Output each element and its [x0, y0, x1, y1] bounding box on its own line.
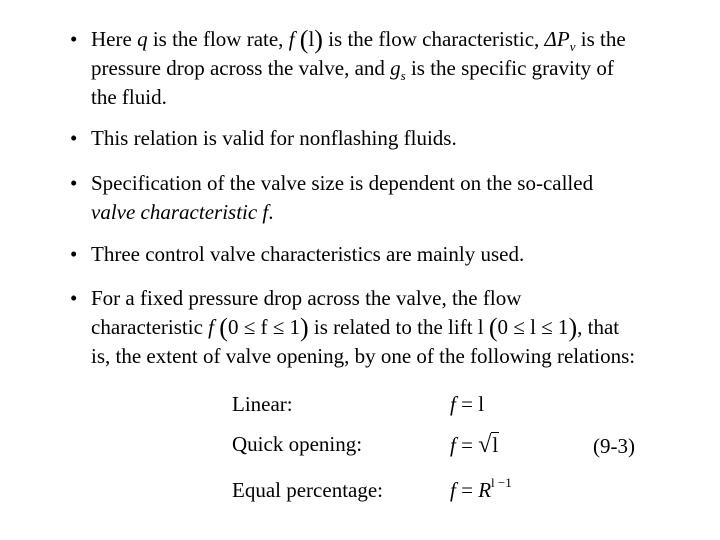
bullet-marker: •: [70, 27, 78, 51]
relation-label-linear: Linear:: [232, 392, 293, 416]
flow-rate-symbol: q: [137, 27, 148, 51]
pressure-drop-symbol: $\Delta P_v$: [544, 27, 576, 54]
bullet-marker: •: [70, 126, 78, 150]
flow-characteristic-expression: f (l): [288, 25, 323, 54]
relation-formula-quick-opening: f = √l: [450, 432, 499, 458]
flow-characteristic-range: f (0 ≤ f ≤ 1): [208, 313, 309, 342]
bullet-flow-definitions: [91, 25, 716, 112]
bullet-marker: •: [70, 286, 78, 310]
specific-gravity-symbol: g: [390, 56, 401, 80]
bullet-1-line-1: Here q is the flow rate, f (l) is the flow characteristic, $\Delta P_v$ is the: [91, 25, 626, 54]
valve-characteristic-term: valve characteristic f: [91, 200, 269, 224]
bullet-1-line-2: pressure drop across the valve, and $g_s$ is the specific gravity of: [91, 56, 614, 83]
bullet-three-characteristics: Three control valve characteristics are mainly used.: [91, 242, 525, 266]
bullet-marker: •: [70, 171, 78, 195]
relation-label-equal-percentage: Equal percentage:: [232, 478, 383, 502]
relation-label-quick-opening: Quick opening:: [232, 432, 363, 456]
bullet-nonflashing: This relation is valid for nonflashing fluids.: [91, 126, 457, 150]
relation-formula-linear: f = l: [450, 392, 485, 416]
bullet-valve-size: Specification of the valve size is dependent on the so-called valve characteristic f.: [91, 171, 594, 224]
bullet-1-line-3: the fluid.: [91, 85, 167, 109]
relation-formula-equal-percentage: $f = R^{l -1}$: [450, 475, 512, 502]
bullet-marker: •: [70, 242, 78, 266]
bullet-fixed-pressure-drop: For a fixed pressure drop across the valve, the flow characteristic f (0 ≤ f ≤ 1) is related to the lift l (0 ≤ l ≤ 1), that is, the extent of valve opening, by one of the following relations:: [91, 286, 636, 368]
lift-range: l (0 ≤ l ≤ 1): [477, 313, 578, 342]
equation-number: (9-3): [593, 434, 635, 458]
